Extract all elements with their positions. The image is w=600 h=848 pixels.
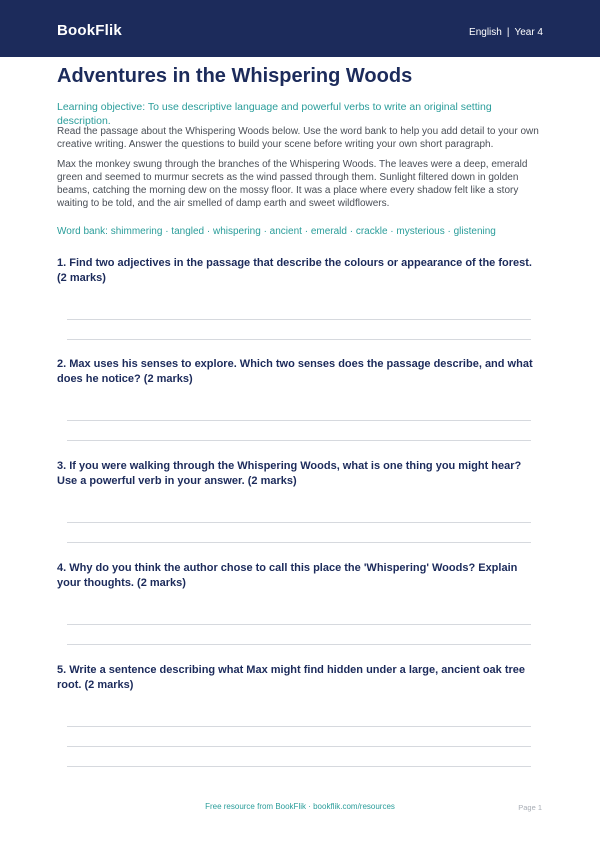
- question-3: 3. If you were walking through the Whispering Woods, what is one thing you might hear? Use a powerful verb in your answer. (2 marks): [57, 460, 522, 487]
- subject-label: English: [469, 27, 502, 38]
- answer-line[interactable]: [67, 420, 531, 421]
- answer-line[interactable]: [67, 339, 531, 340]
- answer-line[interactable]: [67, 746, 531, 747]
- answer-line[interactable]: [67, 644, 531, 645]
- page-number: Page 1: [518, 803, 542, 812]
- learning-objective: Learning objective: To use descriptive language and powerful verbs to write an original setting description.: [57, 101, 492, 127]
- year-label: Year 4: [514, 27, 543, 38]
- answer-line[interactable]: [67, 542, 531, 543]
- answer-line[interactable]: [67, 440, 531, 441]
- answer-line[interactable]: [67, 319, 531, 320]
- question-2: 2. Max uses his senses to explore. Which two senses does the passage describe, and what does he notice? (2 marks): [57, 358, 533, 385]
- word-bank: Word bank: shimmering · tangled · whispering · ancient · emerald · crackle · mysterious · glistening: [57, 226, 496, 237]
- answer-line[interactable]: [67, 766, 531, 767]
- subject-year: [469, 27, 543, 38]
- intro-paragraph: Read the passage about the Whispering Woods below. Use the word bank to help you add detail to your own creative writing. Answer the questions to build your scene before writing your own short paragraph.: [57, 126, 539, 150]
- answer-line[interactable]: [67, 726, 531, 727]
- header-bar: [0, 0, 600, 57]
- answer-line[interactable]: [67, 522, 531, 523]
- brand-logo[interactable]: BookFlik: [57, 22, 122, 39]
- question-4: 4. Why do you think the author chose to call this place the 'Whispering' Woods? Explain your thoughts. (2 marks): [57, 562, 518, 589]
- page-title: Adventures in the Whispering Woods: [57, 65, 413, 87]
- passage-paragraph: Max the monkey swung through the branches of the Whispering Woods. The leaves were a deep, emerald green and seemed to murmur secrets as the wind passed through them. Sunlight filtered down in golden beams, catching the morning dew on the mossy floor. It was a place where every shadow felt like a story waiting to be told, and the air smelled of damp earth and sweet wildflowers.: [57, 159, 528, 209]
- answer-line[interactable]: [67, 624, 531, 625]
- question-5: 5. Write a sentence describing what Max might find hidden under a large, ancient oak tree root. (2 marks): [57, 664, 526, 691]
- footer-credit[interactable]: Free resource from BookFlik · bookflik.com/resources: [205, 802, 395, 811]
- question-1: 1. Find two adjectives in the passage that describe the colours or appearance of the forest. (2 marks): [57, 257, 532, 284]
- header-separator: |: [506, 27, 510, 38]
